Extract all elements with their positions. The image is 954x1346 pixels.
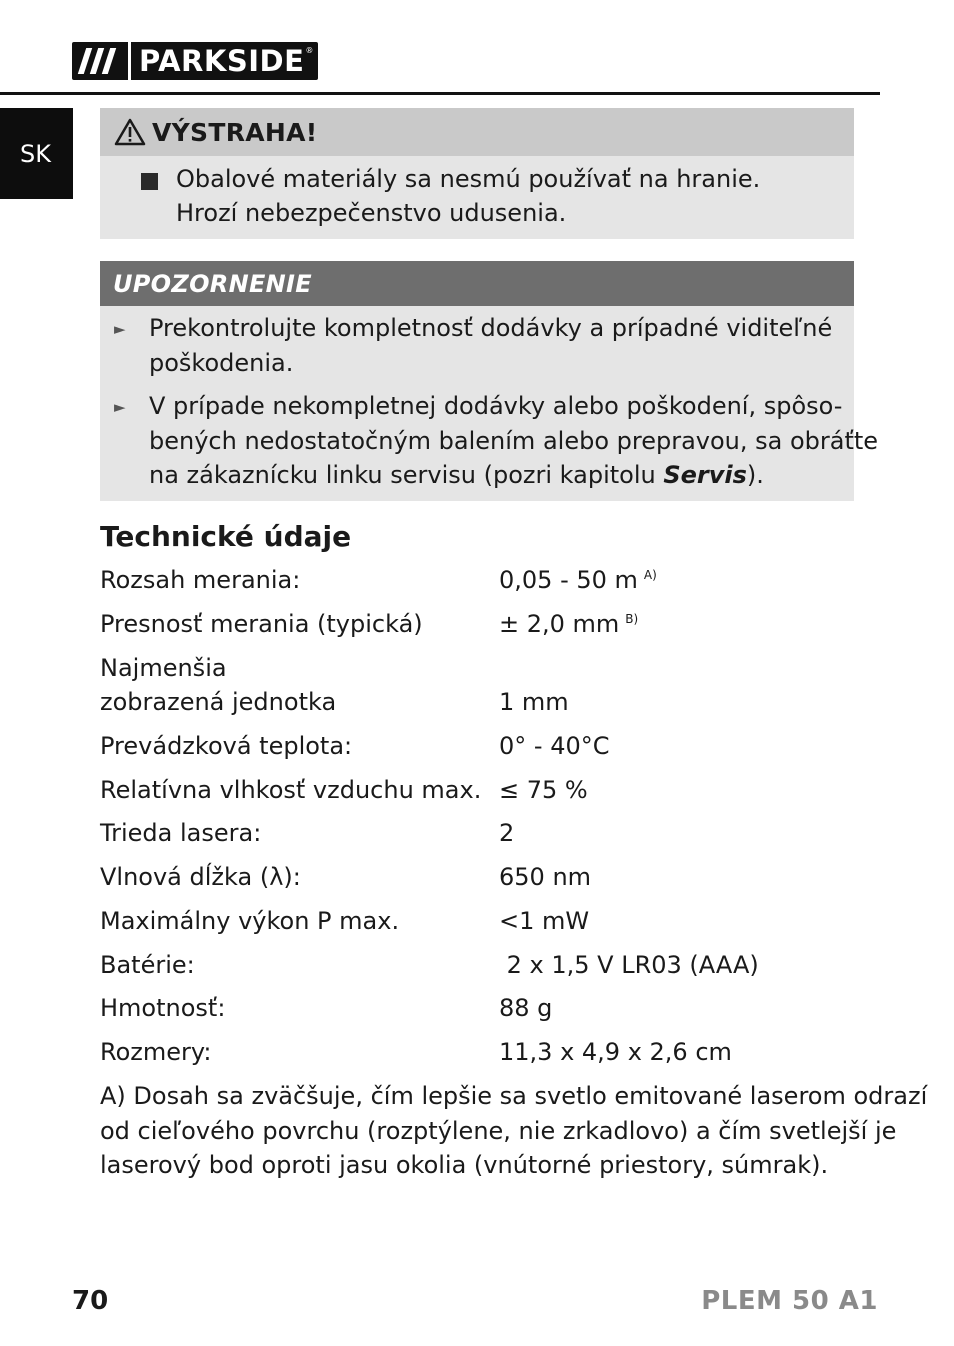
spec-label: Maximálny výkon P max.: [100, 907, 400, 935]
arrow-bullet-icon: ►: [114, 398, 126, 416]
spec-value: 2: [499, 819, 515, 847]
warning-title: VÝSTRAHA!: [152, 117, 318, 147]
spec-label: Najmenšia: [100, 654, 227, 682]
warning-text-line1: Obalové materiály sa nesmú používať na hranie.: [176, 165, 761, 193]
notice-item2-line3: na zákaznícku linku servisu (pozri kapitolu Servis).: [149, 461, 764, 489]
brand-name: PARKSIDE: [139, 44, 305, 78]
spec-label: Batérie:: [100, 951, 195, 979]
spec-value: 0,05 - 50 m $^{A)}$: [499, 566, 657, 594]
notice-title: UPOZORNENIE: [113, 269, 312, 298]
warning-header: [100, 108, 854, 156]
spec-label: Trieda lasera:: [100, 819, 262, 847]
spec-value: 88 g: [499, 994, 553, 1022]
language-code: SK: [20, 139, 51, 168]
spec-value: 650 nm: [499, 863, 592, 891]
spec-label-line2: zobrazená jednotka: [100, 688, 337, 716]
spec-value: ≤ 75 %: [499, 776, 588, 804]
notice-header: [100, 261, 854, 306]
notice-item2-line2: bených nedostatočným balením alebo prepravou, sa obráťte: [149, 427, 879, 455]
spec-value: 0° - 40°C: [499, 732, 610, 760]
footnote-line3: laserový bod oproti jasu okolia (vnútorné priestory, súmrak).: [100, 1151, 829, 1179]
notice-item1-line2: poškodenia.: [149, 349, 294, 377]
notice-item2-line1: V prípade nekompletnej dodávky alebo poškodení, spôso-: [149, 392, 843, 420]
spec-label: Prevádzková teplota:: [100, 732, 353, 760]
warning-text-line2: Hrozí nebezpečenstvo udusenia.: [176, 199, 567, 227]
spec-value: <1 mW: [499, 907, 590, 935]
spec-value: 1 mm: [499, 688, 569, 716]
notice-item1-line1: Prekontrolujte kompletnosť dodávky a prípadné viditeľné: [149, 314, 833, 342]
spec-label: Vlnová dĺžka (λ):: [100, 863, 301, 891]
parkside-logo: [72, 42, 318, 80]
arrow-bullet-icon: ►: [114, 320, 126, 338]
header-rule: [0, 92, 880, 95]
warning-triangle-icon: [114, 118, 146, 146]
spec-value: 2 x 1,5 V LR03 (AAA): [499, 951, 759, 979]
footnote-line2: od cieľového povrchu (rozptýlene, nie zrkadlovo) a čím svetlejší je: [100, 1117, 897, 1145]
footnote-marker: A): [643, 568, 657, 582]
spec-value: ± 2,0 mm $^{B)}$: [499, 610, 639, 638]
spec-label: Rozmery:: [100, 1038, 212, 1066]
spec-label: Hmotnosť:: [100, 994, 226, 1022]
servis-reference: Servis: [663, 461, 747, 489]
language-tab: [0, 108, 73, 199]
spec-value: 11,3 x 4,9 x 2,6 cm: [499, 1038, 732, 1066]
square-bullet-icon: [141, 173, 158, 190]
registered-mark: ®: [305, 46, 314, 55]
footnote-marker: B): [625, 612, 639, 626]
model-name: PLEM 50 A1: [701, 1286, 878, 1316]
footnote-line1: A) Dosah sa zväčšuje, čím lepšie sa svetlo emitované laserom odrazí: [100, 1082, 928, 1110]
section-title: Technické údaje: [100, 520, 352, 553]
spec-label: Presnosť merania (typická): [100, 610, 423, 638]
logo-slashes-icon: [76, 42, 122, 80]
page-number: 70: [72, 1286, 109, 1316]
spec-label: Relatívna vlhkosť vzduchu max.: [100, 776, 482, 804]
spec-label: Rozsah merania:: [100, 566, 301, 594]
